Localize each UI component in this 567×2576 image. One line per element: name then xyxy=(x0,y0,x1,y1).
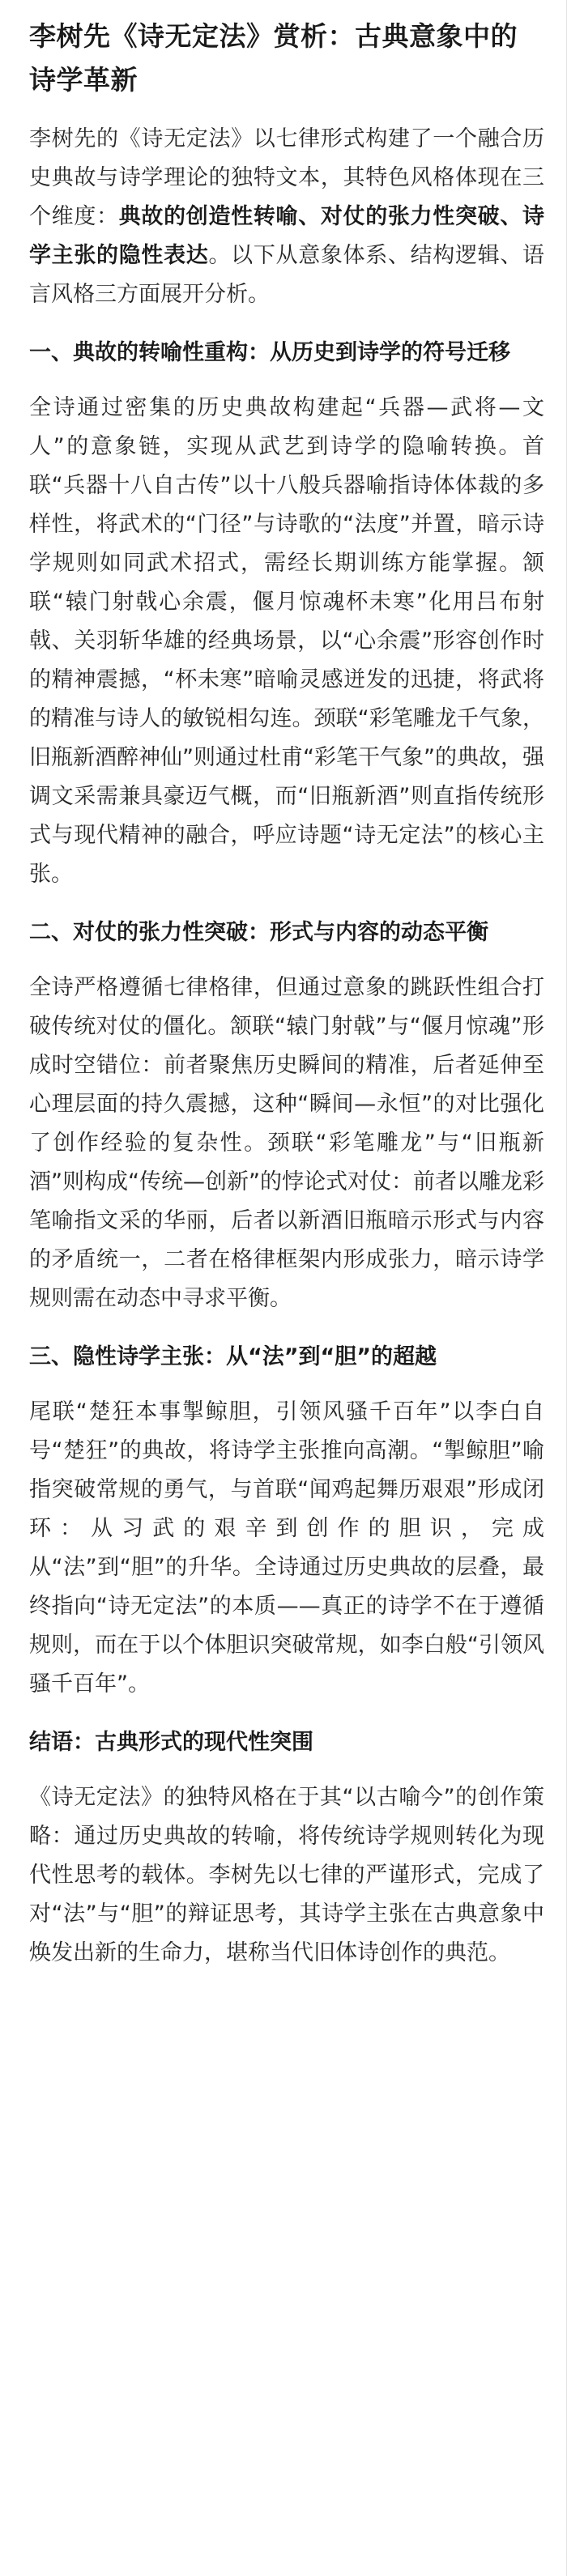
section-paragraph-1: 全诗通过密集的历史典故构建起“兵器—武将—文人”的意象链，实现从武艺到诗学的隐喻转换。首联“兵器十八自古传”以十八般兵器喻指诗体体裁的多样性，将武术的“门径”与诗歌的“法度”并置，暗示诗学规则如同武术招式，需经长期训练方能掌握。颔联“辕门射戟心余震，偃月惊魂杯未寒”化用吕布射戟、关羽斩华雄的经典场景，以“心余震”形容创作时的精神震撼，“杯未寒”暗喻灵感迸发的迅捷，将武将的精准与诗人的敏锐相勾连。颈联“彩笔雕龙千气象，旧瓶新酒醉神仙”则通过杜甫“彩笔干气象”的典故，强调文采需兼具豪迈气概，而“旧瓶新酒”则直指传统形式与现代精神的融合，呼应诗题“诗无定法”的核心主张。 xyxy=(29,395,544,887)
conclusion-heading: 结语：古典形式的现代性突围 xyxy=(29,1730,313,1755)
section-heading-1: 一、典故的转喻性重构：从历史到诗学的符号迁移 xyxy=(29,340,510,365)
section-heading-3: 三、隐性诗学主张：从“法”到“胆”的超越 xyxy=(29,1344,437,1369)
section-paragraph-3: 尾联“楚狂本事掣鲸胆，引领风骚千百年”以李白自号“楚狂”的典故，将诗学主张推向高潮。“掣鲸胆”喻指突破常规的勇气，与首联“闻鸡起舞历艰艰”形成闭环：从习武的艰辛到创作的胆识，完成从“法”到“胆”的升华。全诗通过历史典故的层叠，最终指向“诗无定法”的本质——真正的诗学不在于遵循规则，而在于以个体胆识突破常规，如李白般“引领风骚千百年”。 xyxy=(29,1399,544,1697)
intro-highlight: 典故的创造性转喻、对仗的张力性突破、诗学主张的隐性表达 xyxy=(29,204,545,268)
intro-text-tail: 。以下从意象体系、结构逻辑、语言风格三方面展开分析。 xyxy=(29,243,545,307)
intro-text-lead: 李树先的《诗无定法》以七律形式构建了一个融合历史典故与诗学理论的独特文本，其特色风格体现在三个维度： xyxy=(29,126,544,229)
conclusion-paragraph: 《诗无定法》的独特风格在于其“以古喻今”的创作策略：通过历史典故的转喻，将传统诗学规则转化为现代性思考的载体。李树先以七律的严谨形式，完成了对“法”与“胆”的辩证思考，其诗学主张在古典意象中焕发出新的生命力，堪称当代旧体诗创作的典范。 xyxy=(29,1785,544,1965)
article-title: 李树先《诗无定法》赏析：古典意象中的诗学革新 xyxy=(29,20,518,96)
section-heading-2: 二、对仗的张力性突破：形式与内容的动态平衡 xyxy=(29,920,488,945)
intro-paragraph xyxy=(29,120,544,314)
section-paragraph-2: 全诗严格遵循七律格律，但通过意象的跳跃性组合打破传统对仗的僵化。颔联“辕门射戟”与“偃月惊魂”形成时空错位：前者聚焦历史瞬间的精准，后者延伸至心理层面的持久震撼，这种“瞬间—永恒”的对比强化了创作经验的复杂性。颈联“彩笔雕龙”与“旧瓶新酒”则构成“传统—创新”的悖论式对仗：前者以雕龙彩笔喻指文采的华丽，后者以新酒旧瓶暗示形式与内容的矛盾统一，二者在格律框架内形成张力，暗示诗学规则需在动态中寻求平衡。 xyxy=(29,975,544,1311)
